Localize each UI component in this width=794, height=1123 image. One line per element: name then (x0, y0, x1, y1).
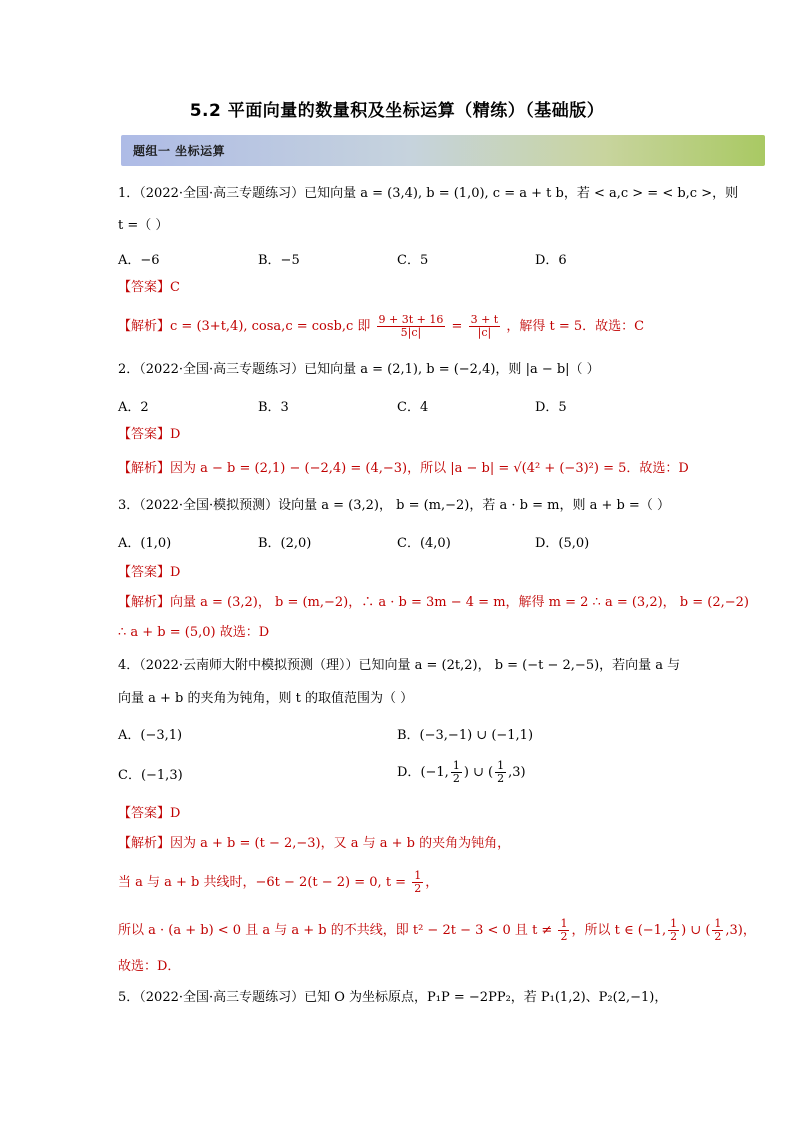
q1-option-b: B．−5 (258, 253, 300, 268)
q2-answer: D (170, 427, 181, 442)
q4-solution-3b: ，所以 t ∈ (−1, (571, 923, 667, 938)
section-banner-label: 题组一 坐标运算 (133, 144, 226, 158)
q3-option-c: C．(4,0) (397, 536, 451, 551)
q2-stem: 2．（2022·全国·高三专题练习）已知向量 a = (2,1), b = (−2,4)，则 |a − b|（ ） (118, 362, 600, 377)
q4-solution-frac (412, 870, 423, 895)
page-title: 5.2 平面向量的数量积及坐标运算（精练）（基础版） (189, 101, 605, 121)
q2-answer-line (118, 426, 180, 444)
q1-option-c: C．5 (397, 253, 429, 268)
q4-solution-2b: ， (425, 875, 439, 890)
q1-solution (118, 314, 644, 339)
q1-answer: C (170, 280, 180, 295)
frac-den: 2 (414, 882, 422, 895)
q2-solution (118, 460, 689, 478)
q4-option-d-frac-1 (451, 760, 462, 785)
q1-solution-end: ，解得 t = 5．故选：C (506, 319, 645, 334)
q4-option-b: B．(−3,−1) ∪ (−1,1) (397, 728, 534, 743)
answer-label: 【答案】 (118, 280, 171, 295)
q4-solution-line-3 (118, 918, 756, 943)
q4-solution-3a: 所以 a · (a + b) < 0 且 a 与 a + b 的不共线，即 t² − 2t − 3 < 0 且 t ≠ (118, 923, 553, 938)
answer-label: 【答案】 (118, 806, 171, 821)
q2-option-a: A．2 (118, 400, 149, 415)
q4-option-d-frac-2 (495, 760, 506, 785)
frac-num: 1 (714, 917, 722, 930)
q5-stem: 5．（2022·全国·高三专题练习）已知 O 为坐标原点，P₁P = −2PP₂，若 P₁(1,2)、P₂(2,−1)， (118, 990, 668, 1005)
q4-option-d-label: D． (397, 765, 421, 780)
frac-num: 1 (560, 917, 568, 930)
solution-label: 【解析】 (118, 461, 171, 476)
q1-fraction-2 (469, 314, 501, 339)
q4-stem: 4．（2022·云南师大附中模拟预测（理））已知向量 a = (2t,2)， b = (−t − 2,−5)，若向量 a 与 (118, 658, 681, 673)
q4-option-d (397, 760, 526, 785)
q1-fraction-1-den: 5|c| (400, 326, 422, 339)
q1-stem-cont: t =（ ） (118, 218, 169, 233)
frac-den: 2 (714, 930, 722, 943)
q4-solution-3c: ) ∪ ( (681, 923, 711, 938)
answer-label: 【答案】 (118, 427, 171, 442)
q1-solution-text: c = (3+t,4), cosa,c = cosb,c 即 (170, 319, 371, 334)
q4-stem-cont: 向量 a + b 的夹角为钝角，则 t 的取值范围为（ ） (118, 691, 414, 706)
q2-option-b: B．3 (258, 400, 289, 415)
q1-fraction-1 (377, 314, 446, 339)
q3-answer-line (118, 564, 180, 582)
q3-option-a: A．(1,0) (118, 536, 172, 551)
q4-solution-2a: 当 a 与 a + b 共线时，−6t − 2(t − 2) = 0, t = (118, 875, 407, 890)
q1-option-d: D．6 (535, 253, 567, 268)
q2-option-d: D．5 (535, 400, 567, 415)
solution-label: 【解析】 (118, 836, 171, 851)
q1-stem: 1．（2022·全国·高三专题练习）已知向量 a = (3,4), b = (1,0), c = a + t b，若 < a,c > = < b,c >，则 (118, 186, 739, 201)
q1-equals: = (451, 319, 463, 334)
q3-stem: 3．（2022·全国·模拟预测）设向量 a = (3,2)， b = (m,−2)，若 a · b = m，则 a + b =（ ） (118, 498, 670, 513)
q4-option-d-part: ) ∪ ( (463, 765, 494, 780)
q4-option-c: C．(−1,3) (118, 768, 183, 783)
frac-den: 2 (560, 930, 568, 943)
solution-label: 【解析】 (118, 319, 171, 334)
frac-den: 2 (452, 772, 460, 785)
q2-option-c: C．4 (397, 400, 429, 415)
q4-solution-line-4: 故选：D． (118, 959, 181, 974)
frac-num: 1 (497, 759, 505, 772)
q4-option-d-part: (−1, (420, 765, 449, 780)
q3-answer: D (170, 565, 181, 580)
q1-fraction-1-num: 9 + 3t + 16 (378, 313, 444, 326)
q1-answer-line (118, 279, 180, 297)
q4-solution-3d: ,3)， (725, 923, 756, 938)
answer-label: 【答案】 (118, 565, 171, 580)
frac-den: 2 (497, 772, 505, 785)
frac-den: 2 (670, 930, 678, 943)
q1-fraction-2-num: 3 + t (470, 313, 499, 326)
q3-option-d: D．(5,0) (535, 536, 590, 551)
q3-option-b: B．(2,0) (258, 536, 312, 551)
solution-label: 【解析】 (118, 595, 171, 610)
q4-solution-text: 因为 a + b = (t − 2,−3)，又 a 与 a + b 的夹角为钝角， (170, 836, 511, 851)
q2-solution-text: 因为 a − b = (2,1) − (−2,4) = (4,−3)，所以 |a − b| = √(4² + (−3)²) = 5．故选：D (170, 461, 689, 476)
q3-solution-text: 向量 a = (3,2)， b = (m,−2)，∴ a · b = 3m − 4 = m，解得 m = 2 ∴ a = (3,2)， b = (2,−2) (170, 595, 749, 610)
q4-option-a: A．(−3,1) (118, 728, 183, 743)
frac-num: 1 (670, 917, 678, 930)
q4-option-d-part: ,3) (508, 765, 526, 780)
q3-solution-line-2: ∴ a + b = (5,0) 故选：D (118, 625, 270, 640)
q4-solution-frac (558, 918, 569, 943)
frac-num: 1 (452, 759, 460, 772)
q1-fraction-2-den: |c| (477, 326, 492, 339)
q4-solution-frac (712, 918, 723, 943)
q1-option-a: A．−6 (118, 253, 160, 268)
q4-solution (118, 835, 510, 853)
q4-solution-frac (668, 918, 679, 943)
q4-solution-line-2 (118, 870, 438, 895)
q4-answer: D (170, 806, 181, 821)
frac-num: 1 (414, 869, 422, 882)
q3-solution (118, 594, 749, 612)
q4-answer-line (118, 805, 180, 823)
section-banner (121, 135, 765, 166)
